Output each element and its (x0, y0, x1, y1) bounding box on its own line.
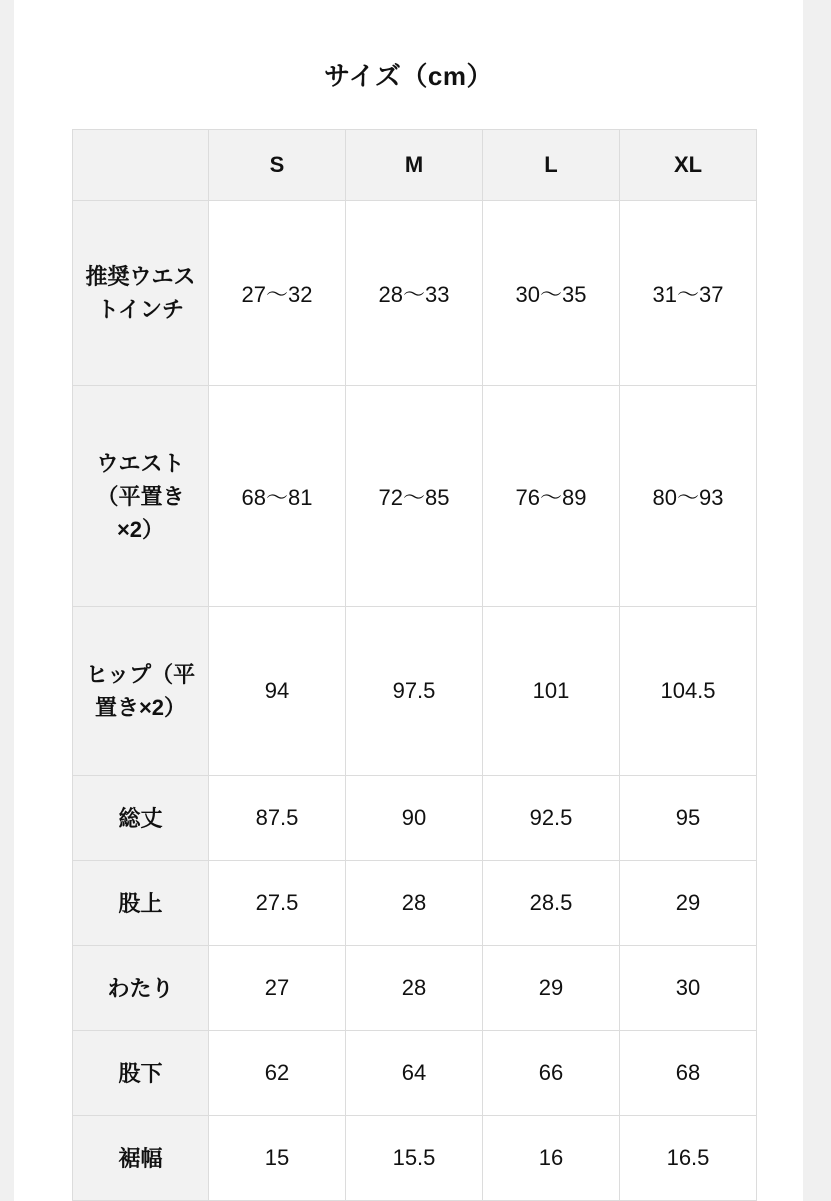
cell-inseam-xl: 68 (620, 1031, 757, 1116)
page-title: サイズ（cm） (324, 61, 493, 91)
cell-rise-m: 28 (346, 861, 483, 946)
table-row (73, 607, 757, 776)
cell-hem-width-s: 15 (209, 1116, 346, 1201)
cell-rise-l: 28.5 (483, 861, 620, 946)
cell-hem-width-l: 16 (483, 1116, 620, 1201)
cell-total-length-xl: 95 (620, 776, 757, 861)
column-header-l: L (483, 130, 620, 201)
cell-hip-xl: 104.5 (620, 607, 757, 776)
cell-inseam-m: 64 (346, 1031, 483, 1116)
cell-waist-m: 72〜85 (346, 386, 483, 607)
table-row (73, 776, 757, 861)
table-row (73, 946, 757, 1031)
cell-thigh-s: 27 (209, 946, 346, 1031)
size-chart-page (14, 0, 803, 1201)
table-header-row (73, 130, 757, 201)
cell-thigh-m: 28 (346, 946, 483, 1031)
table-header (73, 130, 757, 201)
cell-waist-inch-xl: 31〜37 (620, 201, 757, 386)
cell-waist-inch-l: 30〜35 (483, 201, 620, 386)
column-header-m: M (346, 130, 483, 201)
column-header-s: S (209, 130, 346, 201)
table-row (73, 861, 757, 946)
cell-waist-xl: 80〜93 (620, 386, 757, 607)
row-header-thigh: わたり (73, 946, 209, 1031)
cell-waist-inch-m: 28〜33 (346, 201, 483, 386)
cell-inseam-l: 66 (483, 1031, 620, 1116)
cell-waist-s: 68〜81 (209, 386, 346, 607)
table-row (73, 1116, 757, 1201)
row-header-hem-width: 裾幅 (73, 1116, 209, 1201)
row-header-hip: ヒップ（平置き×2） (73, 607, 209, 776)
table-row (73, 386, 757, 607)
cell-hip-l: 101 (483, 607, 620, 776)
cell-inseam-s: 62 (209, 1031, 346, 1116)
cell-total-length-m: 90 (346, 776, 483, 861)
table-corner-cell (73, 130, 209, 201)
row-header-waist-inch: 推奨ウエストインチ (73, 201, 209, 386)
cell-thigh-xl: 30 (620, 946, 757, 1031)
cell-hem-width-m: 15.5 (346, 1116, 483, 1201)
cell-waist-l: 76〜89 (483, 386, 620, 607)
cell-thigh-l: 29 (483, 946, 620, 1031)
cell-rise-xl: 29 (620, 861, 757, 946)
cell-total-length-l: 92.5 (483, 776, 620, 861)
cell-hip-s: 94 (209, 607, 346, 776)
cell-waist-inch-s: 27〜32 (209, 201, 346, 386)
column-header-xl: XL (620, 130, 757, 201)
row-header-rise: 股上 (73, 861, 209, 946)
table-row (73, 201, 757, 386)
cell-rise-s: 27.5 (209, 861, 346, 946)
cell-total-length-s: 87.5 (209, 776, 346, 861)
table-body (73, 201, 757, 1201)
table-row (73, 1031, 757, 1116)
cell-hem-width-xl: 16.5 (620, 1116, 757, 1201)
size-table (72, 129, 757, 1201)
size-table-container (14, 129, 803, 1201)
row-header-total-length: 総丈 (73, 776, 209, 861)
cell-hip-m: 97.5 (346, 607, 483, 776)
row-header-inseam: 股下 (73, 1031, 209, 1116)
row-header-waist: ウエスト（平置き×2） (73, 386, 209, 607)
